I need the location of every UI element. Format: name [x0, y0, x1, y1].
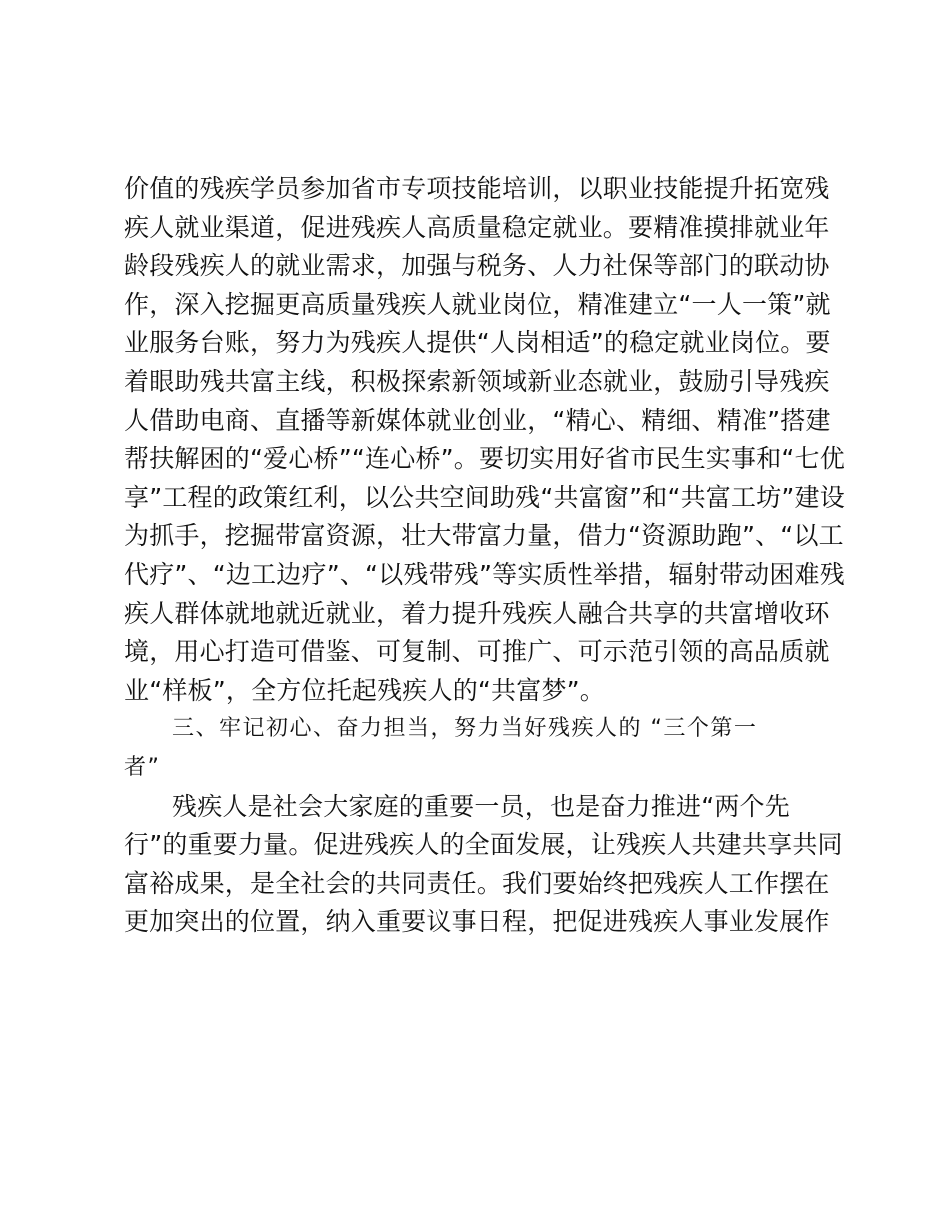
text-line: 业服务台账，努力为残疾人提供“人岗相适”的稳定就业岗位。要 [124, 328, 831, 358]
text-line: 疾人就业渠道，促进残疾人高质量稳定就业。要精准摸排就业年 [124, 212, 830, 242]
body-text [124, 170, 844, 942]
text-line: 为抓手，挖掘带富资源，壮大带富力量，借力“资源助跑”、“以工 [124, 521, 844, 551]
text-line: 帮扶解困的“爱心桥”“连心桥”。要切实用好省市民生实事和“七优 [124, 444, 845, 474]
text-line: 更加突出的位置，纳入重要议事日程，把促进残疾人事业发展作 [124, 907, 830, 937]
text-line: 境，用心打造可借鉴、可复制、可推广、可示范引领的高品质就 [124, 637, 830, 667]
text-line: 龄段残疾人的就业需求，加强与税务、人力社保等部门的联动协 [124, 251, 830, 281]
text-line: 代疗”、“边工边疗”、“以残带残”等实质性举措，辐射带动困难残 [124, 559, 845, 589]
text-line: 行”的重要力量。促进残疾人的全面发展，让残疾人共建共享共同 [124, 830, 843, 860]
text-line: 享”工程的政策红利，以公共空间助残“共富窗”和“共富工坊”建设 [124, 482, 845, 512]
text-line: 疾人群体就地就近就业，着力提升残疾人融合共享的共富增收环 [124, 598, 830, 628]
section-heading: 三、牢记初心、奋力担当，努力当好残疾人的 “三个第一 [172, 716, 758, 742]
text-line: 价值的残疾学员参加省市专项技能培训，以职业技能提升拓宽残 [124, 174, 830, 203]
paragraph-first-line: 残疾人是社会大家庭的重要一员，也是奋力推进“两个先 [172, 791, 790, 821]
text-line: 人借助电商、直播等新媒体就业创业，“精心、精细、精准”搭建 [124, 405, 831, 435]
text-line: 富裕成果，是全社会的共同责任。我们要始终把残疾人工作摆在 [124, 868, 830, 898]
text-line: 作，深入挖掘更高质量残疾人就业岗位，精准建立“一人一策”就 [124, 289, 831, 319]
text-line: 业“样板”，全方位托起残疾人的“共富梦”。 [124, 675, 606, 705]
text-line: 着眼助残共富主线，积极探索新领域新业态就业，鼓励引导残疾 [124, 366, 830, 396]
section-heading-continued: 者” [124, 754, 161, 780]
